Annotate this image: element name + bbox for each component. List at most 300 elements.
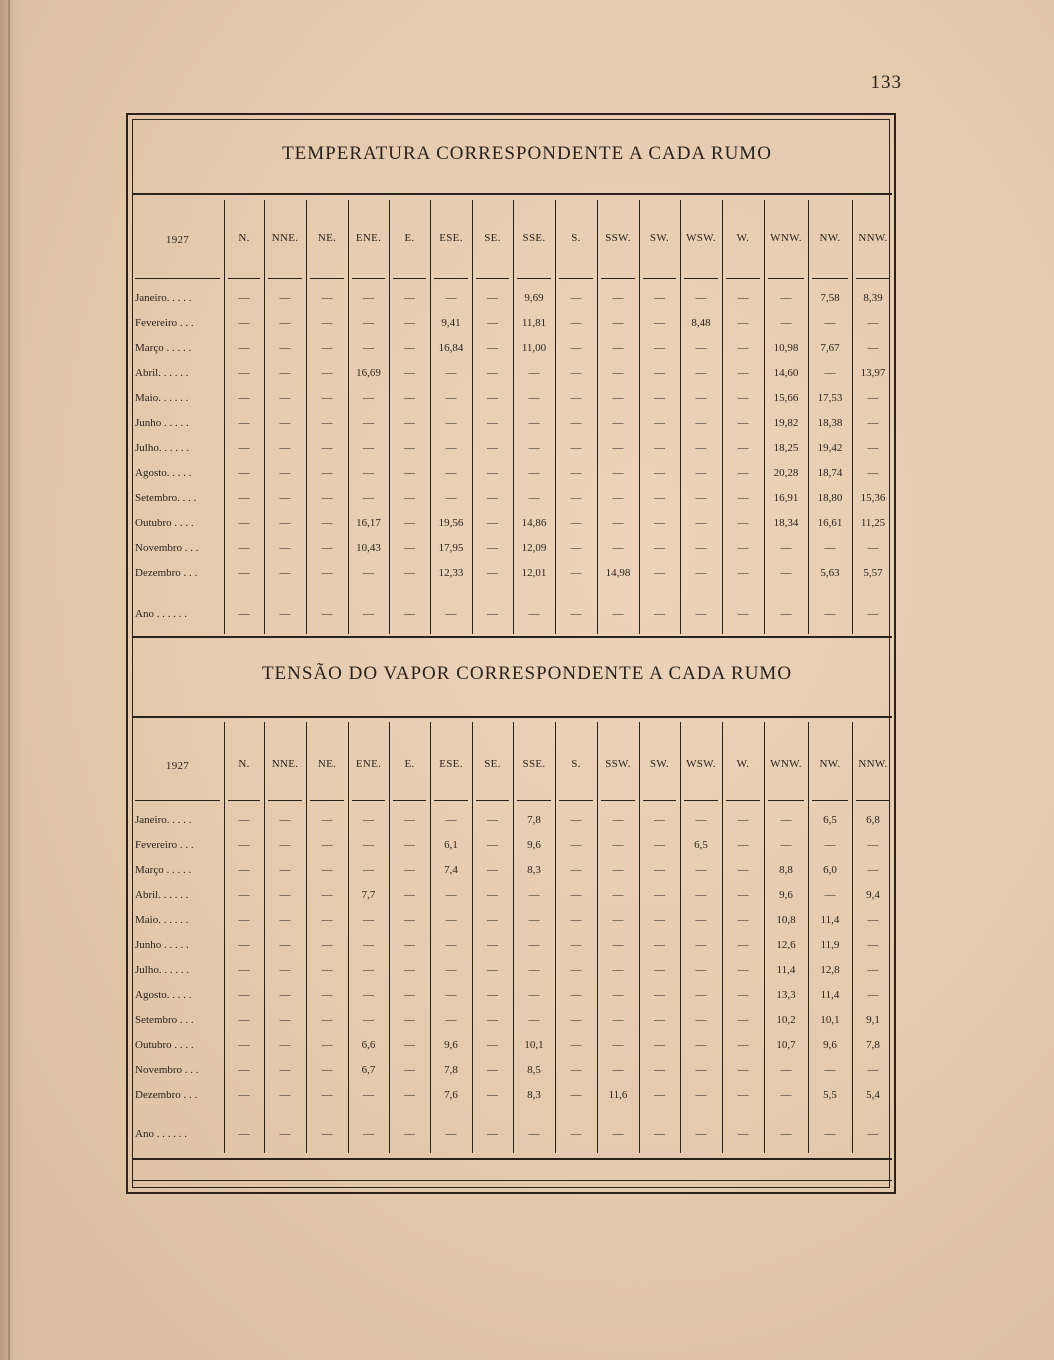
table-cell: — [238, 492, 250, 504]
table-cell: — [445, 914, 457, 926]
table-cell: 10,98 [773, 342, 799, 354]
table-cell: — [404, 292, 415, 304]
table-cell: — [487, 392, 498, 404]
header-underline [856, 278, 890, 279]
table-cell: — [570, 889, 582, 901]
table-cell: — [867, 317, 879, 329]
table-cell: 14,60 [773, 367, 799, 379]
table-cell: — [612, 1064, 624, 1076]
row-label: Setembro. . . . [135, 492, 197, 504]
table-cell: — [404, 889, 415, 901]
table-cell: — [867, 939, 879, 951]
table-cell: — [238, 1064, 250, 1076]
table-cell: — [654, 1014, 665, 1026]
table-cell: — [612, 1014, 624, 1026]
table-cell: — [737, 317, 749, 329]
table-cell: — [321, 292, 333, 304]
table-cell: — [780, 839, 792, 851]
table-cell: 18,74 [817, 467, 843, 479]
table-cell: 13,3 [776, 989, 796, 1001]
table-cell: — [321, 989, 333, 1001]
table-cell: 7,7 [361, 889, 376, 901]
header-underline [856, 800, 890, 801]
table-cell: — [528, 1128, 540, 1140]
row-label: Setembro . . . [135, 1014, 194, 1026]
row-label: Abril. . . . . . [135, 367, 189, 379]
table-cell: — [321, 964, 333, 976]
table-cell: — [321, 517, 333, 529]
table-cell: — [528, 989, 540, 1001]
table-cell: — [363, 492, 374, 504]
table-cell: — [695, 989, 707, 1001]
row-label: Março . . . . . [135, 864, 192, 876]
table-cell: 16,84 [438, 342, 464, 354]
table-cell: — [487, 889, 498, 901]
table-cell: — [570, 914, 582, 926]
table-cell: — [279, 814, 291, 826]
table-cell: 8,48 [691, 317, 711, 329]
table-cell: — [612, 367, 624, 379]
table-cell: — [279, 1064, 291, 1076]
table-cell: — [737, 889, 749, 901]
table-cell: — [654, 839, 665, 851]
table-cell: — [780, 542, 792, 554]
table-cell: — [321, 1014, 333, 1026]
table-cell: 8,3 [527, 1089, 541, 1101]
table-cell: — [737, 442, 749, 454]
table-cell: — [824, 1064, 836, 1076]
column-header: SW. [649, 758, 670, 770]
table-cell: — [528, 1014, 540, 1026]
header-underline [228, 278, 260, 279]
table-cell: 7,8 [866, 1039, 880, 1051]
row-label: Novembro . . . [135, 1064, 199, 1076]
table-cell: — [279, 367, 291, 379]
table-cell: — [824, 889, 836, 901]
table-cell: — [612, 839, 624, 851]
table-cell: 18,25 [773, 442, 799, 454]
table-cell: — [695, 392, 707, 404]
table-cell: — [737, 542, 749, 554]
column-header: WNW. [770, 758, 802, 770]
table-cell: 8,3 [527, 864, 541, 876]
section-top-rule [132, 716, 892, 718]
table-cell: — [612, 542, 624, 554]
table-cell: 9,6 [527, 839, 541, 851]
table-cell: — [654, 864, 665, 876]
table-cell: 12,33 [438, 567, 464, 579]
table-cell: — [570, 292, 582, 304]
column-header: W. [736, 232, 750, 244]
column-header: SSE. [522, 758, 546, 770]
table-cell: 6,6 [361, 1039, 376, 1051]
table-cell: — [487, 342, 498, 354]
table-cell: — [695, 1128, 707, 1140]
table-cell: — [238, 1089, 250, 1101]
table-cell: — [404, 1064, 415, 1076]
table-cell: — [737, 392, 749, 404]
table-cell: 15,66 [773, 392, 799, 404]
table-cell: — [695, 864, 707, 876]
table-cell: 16,61 [817, 517, 843, 529]
table-cell: — [279, 864, 291, 876]
table-frame [126, 113, 896, 1194]
table-cell: 9,41 [441, 317, 461, 329]
table-cell: — [404, 392, 415, 404]
table-cell: 9,6 [444, 1039, 458, 1051]
table-cell: — [695, 417, 707, 429]
header-underline [135, 800, 220, 801]
table-cell: — [363, 939, 374, 951]
table-cell: — [824, 317, 836, 329]
table-cell: — [654, 492, 665, 504]
table-cell: — [404, 317, 415, 329]
table-cell: 9,1 [866, 1014, 880, 1026]
table-cell: — [238, 342, 250, 354]
table-cell: — [321, 608, 333, 620]
column-header: NE. [317, 758, 337, 770]
table-cell: — [737, 914, 749, 926]
table-cell: — [654, 342, 665, 354]
table-cell: — [238, 317, 250, 329]
table-cell: — [654, 392, 665, 404]
table-cell: — [363, 317, 374, 329]
header-underline [228, 800, 260, 801]
table-cell: — [695, 1089, 707, 1101]
table-cell: 7,8 [444, 1064, 458, 1076]
header-underline [684, 800, 718, 801]
table-cell: — [612, 292, 624, 304]
header-underline [812, 278, 848, 279]
table-cell: — [445, 1128, 457, 1140]
table-cell: — [528, 367, 540, 379]
table-cell: — [867, 1064, 879, 1076]
table-cell: — [404, 342, 415, 354]
table-cell: 7,58 [820, 292, 840, 304]
table-cell: — [363, 392, 374, 404]
table-cell: — [570, 864, 582, 876]
table-cell: — [321, 1064, 333, 1076]
table-cell: — [487, 417, 498, 429]
table-cell: — [570, 417, 582, 429]
table-cell: — [404, 567, 415, 579]
table-cell: — [695, 964, 707, 976]
table-cell: — [737, 1014, 749, 1026]
table-cell: — [279, 467, 291, 479]
table-cell: — [867, 864, 879, 876]
table-cell: — [612, 392, 624, 404]
table-cell: — [279, 1089, 291, 1101]
header-underline [310, 800, 344, 801]
table-cell: — [404, 864, 415, 876]
table-cell: — [570, 814, 582, 826]
table-cell: — [528, 492, 540, 504]
table-cell: — [363, 467, 374, 479]
year-header: 1927 [165, 234, 190, 246]
table-cell: 10,8 [776, 914, 796, 926]
table-cell: — [363, 864, 374, 876]
table-cell: 11,81 [521, 317, 547, 329]
table-cell: — [654, 367, 665, 379]
table-cell: — [737, 567, 749, 579]
table-cell: — [737, 964, 749, 976]
table-cell: — [570, 1039, 582, 1051]
table-cell: — [780, 567, 792, 579]
table-cell: 5,4 [866, 1089, 880, 1101]
table-cell: — [279, 1039, 291, 1051]
table-cell: — [279, 989, 291, 1001]
row-label: Fevereiro . . . [135, 839, 194, 851]
year-header: 1927 [165, 760, 190, 772]
table-cell: — [780, 608, 792, 620]
table-cell: — [612, 1128, 624, 1140]
table-cell: 6,1 [444, 839, 458, 851]
table-cell: — [487, 492, 498, 504]
row-label: Janeiro. . . . . [135, 814, 192, 826]
table-cell: 9,4 [866, 889, 880, 901]
table-cell: — [570, 367, 582, 379]
table-cell: — [570, 964, 582, 976]
table-cell: — [238, 567, 250, 579]
table-cell: — [867, 442, 879, 454]
table-cell: — [737, 417, 749, 429]
table-cell: — [737, 367, 749, 379]
table-cell: — [824, 1128, 836, 1140]
header-underline [434, 800, 468, 801]
table-cell: — [654, 814, 665, 826]
column-header: SSE. [522, 232, 546, 244]
table-cell: — [695, 517, 707, 529]
table-cell: — [695, 1064, 707, 1076]
page-number: 133 [870, 72, 902, 93]
table-cell: — [363, 1089, 374, 1101]
section-bottom-rule [132, 1158, 892, 1160]
table-cell: — [238, 864, 250, 876]
table-cell: — [404, 608, 415, 620]
column-header: N. [238, 232, 250, 244]
table-cell: 6,0 [823, 864, 837, 876]
table-cell: — [321, 889, 333, 901]
table-cell: — [612, 417, 624, 429]
row-label: Dezembro . . . [135, 1089, 198, 1101]
table-cell: — [363, 608, 374, 620]
table-cell: 15,36 [860, 492, 886, 504]
table-cell: — [654, 1064, 665, 1076]
row-label: Agosto. . . . . [135, 989, 192, 1001]
table-cell: — [321, 914, 333, 926]
column-header: S. [571, 758, 581, 770]
row-label: Fevereiro . . . [135, 317, 194, 329]
table-cell: — [654, 939, 665, 951]
table-cell: 19,82 [773, 417, 799, 429]
table-cell: 5,5 [823, 1089, 837, 1101]
row-label: Dezembro . . . [135, 567, 198, 579]
table-cell: 10,2 [776, 1014, 796, 1026]
header-underline [310, 278, 344, 279]
table-cell: — [445, 1014, 457, 1026]
table-cell: — [867, 608, 879, 620]
table-cell: — [695, 567, 707, 579]
table-cell: — [612, 989, 624, 1001]
table-cell: — [279, 392, 291, 404]
table-cell: 8,39 [863, 292, 883, 304]
table-cell: — [654, 442, 665, 454]
table-cell: — [570, 1014, 582, 1026]
table-cell: — [321, 467, 333, 479]
row-label: Ano . . . . . . [135, 1128, 187, 1140]
table-cell: 17,53 [817, 392, 843, 404]
table-cell: — [654, 914, 665, 926]
table-cell: — [737, 1128, 749, 1140]
table-cell: — [238, 1039, 250, 1051]
table-cell: — [321, 839, 333, 851]
header-underline [601, 800, 635, 801]
table-cell: — [867, 914, 879, 926]
table-cell: — [279, 417, 291, 429]
header-underline [643, 278, 676, 279]
table-cell: — [238, 442, 250, 454]
table-cell: — [404, 1089, 415, 1101]
table-cell: 8,5 [527, 1064, 541, 1076]
table-cell: — [279, 492, 291, 504]
table-cell: — [445, 467, 457, 479]
header-underline [434, 278, 468, 279]
column-header: NW. [819, 232, 841, 244]
table-cell: — [737, 864, 749, 876]
table-cell: — [612, 492, 624, 504]
table-cell: — [737, 492, 749, 504]
table-cell: — [238, 608, 250, 620]
table-cell: — [445, 492, 457, 504]
table-cell: — [404, 839, 415, 851]
table-cell: 10,1 [820, 1014, 840, 1026]
table-cell: 5,63 [820, 567, 840, 579]
row-label: Maio. . . . . . [135, 914, 189, 926]
table-cell: — [570, 1128, 582, 1140]
table-cell: — [321, 542, 333, 554]
table-cell: — [279, 839, 291, 851]
table-cell: — [404, 492, 415, 504]
table-cell: — [528, 392, 540, 404]
table-cell: — [321, 317, 333, 329]
row-label: Agosto. . . . . [135, 467, 192, 479]
table-cell: — [612, 442, 624, 454]
header-underline [643, 800, 676, 801]
column-header: NNW. [858, 758, 888, 770]
table-cell: — [487, 864, 498, 876]
table-cell: — [867, 1128, 879, 1140]
table-cell: — [867, 989, 879, 1001]
table-cell: — [404, 1014, 415, 1026]
table-cell: — [612, 814, 624, 826]
header-underline [476, 278, 509, 279]
table-cell: 18,80 [817, 492, 843, 504]
table-cell: — [279, 889, 291, 901]
column-header: SE. [484, 232, 501, 244]
table-cell: — [238, 889, 250, 901]
table-cell: — [780, 1128, 792, 1140]
table-cell: 9,6 [823, 1039, 837, 1051]
table-cell: — [695, 342, 707, 354]
section-bottom-rule [132, 636, 892, 638]
table-cell: — [363, 292, 374, 304]
table-cell: 12,6 [776, 939, 796, 951]
table-cell: 7,6 [444, 1089, 458, 1101]
header-underline [684, 278, 718, 279]
table-cell: — [404, 1039, 415, 1051]
table-cell: 11,25 [860, 517, 886, 529]
table-cell: — [737, 467, 749, 479]
table-cell: — [612, 1039, 624, 1051]
table-cell: — [445, 292, 457, 304]
table-cell: — [737, 1064, 749, 1076]
table-cell: — [363, 839, 374, 851]
table-cell: — [445, 814, 457, 826]
table-cell: — [487, 442, 498, 454]
table-cell: — [487, 608, 498, 620]
table-cell: 11,4 [820, 914, 840, 926]
table-cell: — [487, 292, 498, 304]
table-cell: — [363, 1128, 374, 1140]
table-cell: — [238, 1014, 250, 1026]
table-cell: 17,95 [438, 542, 464, 554]
table-cell: — [279, 608, 291, 620]
table-cell: — [279, 939, 291, 951]
table-cell: — [654, 542, 665, 554]
row-label: Ano . . . . . . [135, 608, 187, 620]
table-cell: — [528, 467, 540, 479]
table-cell: 12,8 [820, 964, 840, 976]
header-underline [268, 278, 302, 279]
column-header: NE. [317, 232, 337, 244]
table-cell: — [404, 417, 415, 429]
table-cell: — [695, 814, 707, 826]
table-cell: — [824, 367, 836, 379]
table-cell: — [445, 417, 457, 429]
table-cell: 6,5 [694, 839, 708, 851]
table-cell: — [737, 342, 749, 354]
table-cell: 6,5 [823, 814, 837, 826]
table-cell: — [654, 317, 665, 329]
table-cell: — [487, 1064, 498, 1076]
header-underline [393, 800, 426, 801]
column-header: E. [404, 758, 415, 770]
table-cell: — [612, 517, 624, 529]
table-cell: — [238, 467, 250, 479]
column-header: ENE. [355, 758, 382, 770]
table-cell: — [404, 367, 415, 379]
table-cell: — [487, 914, 498, 926]
table-cell: — [321, 342, 333, 354]
table-cell: — [695, 292, 707, 304]
table-cell: — [570, 342, 582, 354]
header-underline [517, 800, 551, 801]
table-cell: 6,7 [361, 1064, 376, 1076]
table-cell: — [445, 989, 457, 1001]
column-header: SW. [649, 232, 670, 244]
table-cell: — [445, 392, 457, 404]
table-cell: — [528, 442, 540, 454]
section-top-rule [132, 193, 892, 195]
table-cell: — [404, 467, 415, 479]
table-cell: 14,98 [605, 567, 631, 579]
table-cell: — [570, 567, 582, 579]
table-cell: — [695, 608, 707, 620]
table-cell: — [445, 442, 457, 454]
table-cell: 18,38 [817, 417, 843, 429]
table-cell: — [279, 542, 291, 554]
table-cell: — [404, 442, 415, 454]
